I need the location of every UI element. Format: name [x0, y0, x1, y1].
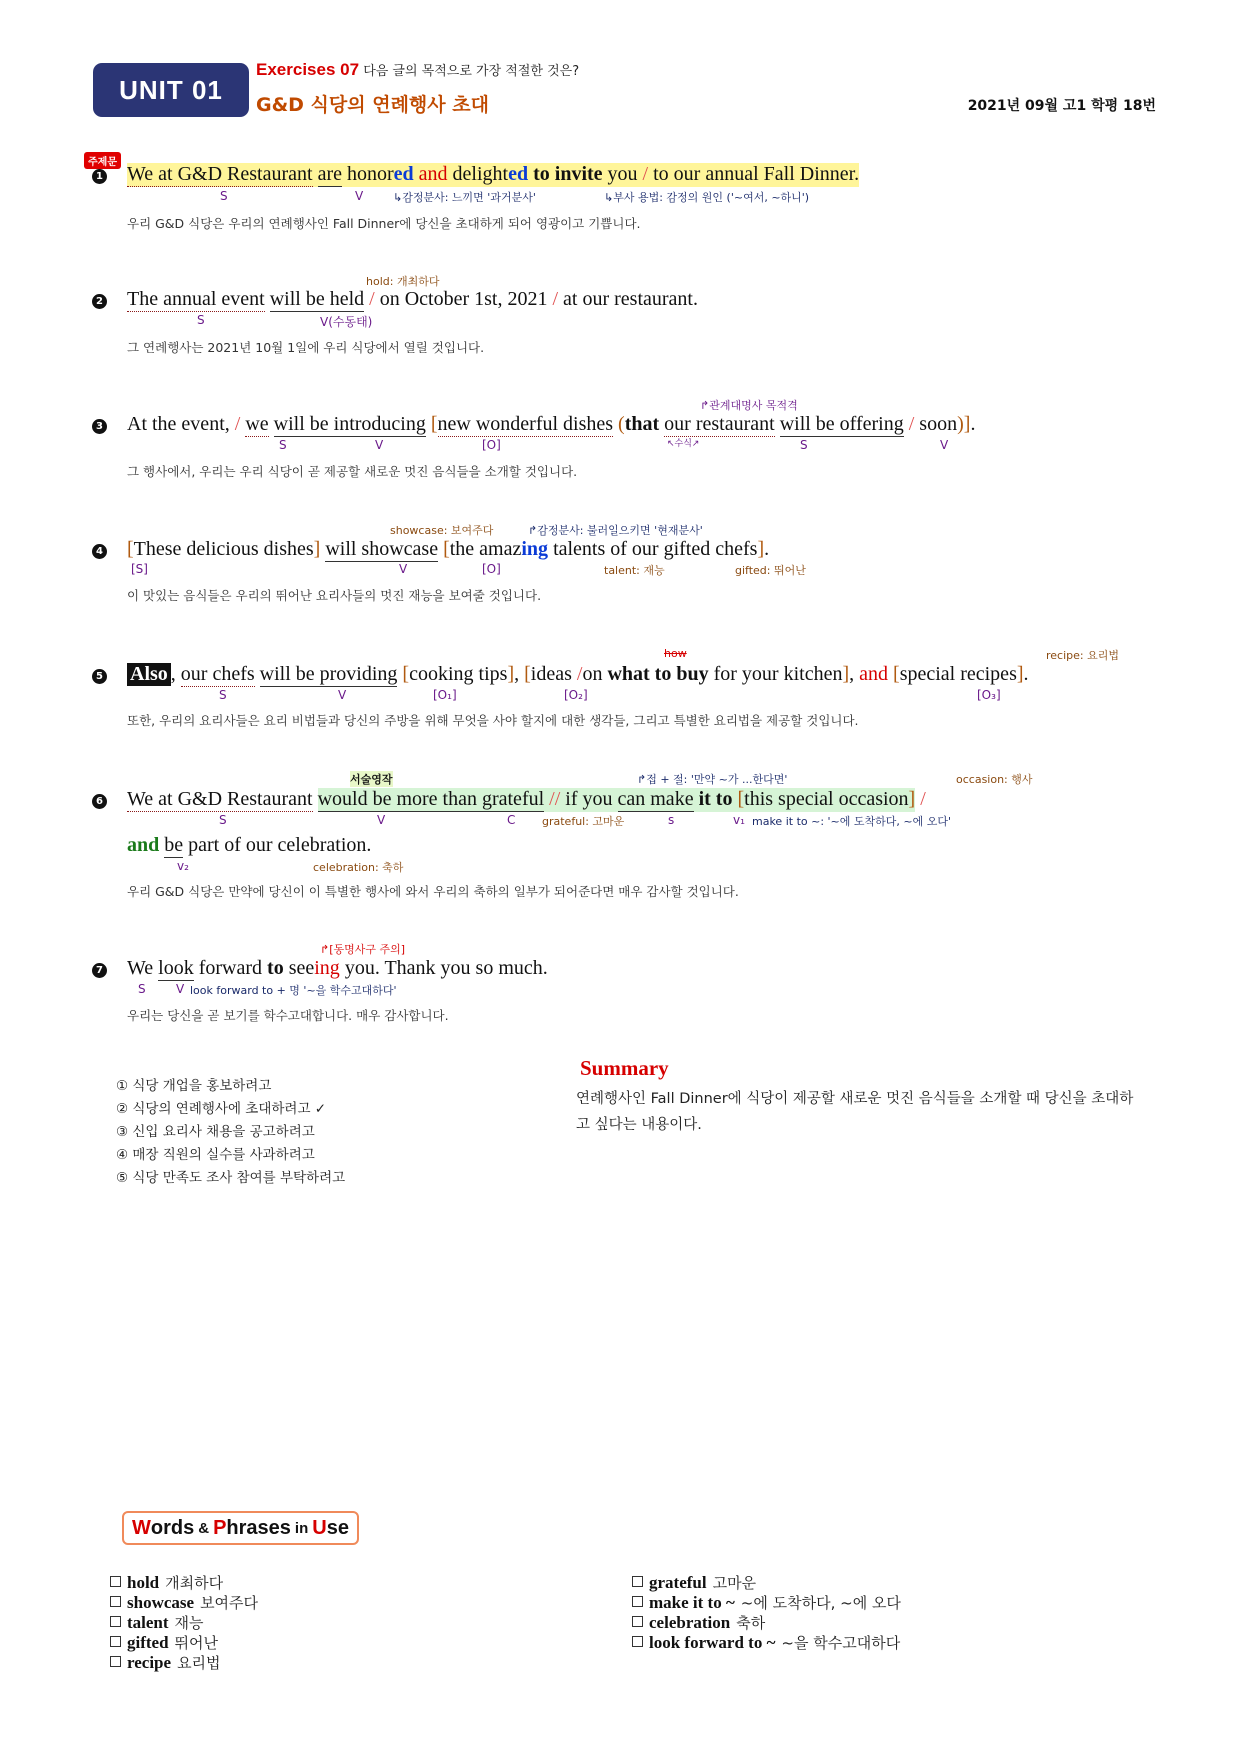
topic-sentence-badge: 주제문: [84, 152, 121, 169]
s3-slash-1: /: [234, 413, 241, 435]
s3-label-rel-s: S: [800, 438, 808, 452]
s4-verb: will showcase: [325, 538, 439, 560]
exercise-label: Exercises 07: [256, 60, 360, 79]
s5-br-3: [: [524, 663, 531, 685]
s5-to: to: [654, 663, 672, 685]
words-phrases-title: [122, 1511, 359, 1545]
s6-label-v1: v₁: [733, 813, 745, 827]
s3-bracket-close: ]: [963, 413, 971, 435]
checkbox-icon[interactable]: [110, 1636, 121, 1647]
s6-you: you: [582, 788, 613, 810]
s7-to: to: [267, 957, 284, 979]
s5-obj-1: cooking tips: [409, 663, 508, 685]
s5-br-4: ]: [842, 663, 850, 685]
s1-slash: /: [642, 163, 649, 185]
s3-paren-close: ): [957, 413, 964, 435]
s1-honor: honor: [346, 163, 394, 185]
s2-note-hold: hold: 개최하다: [366, 275, 440, 288]
s5-buy: buy: [676, 663, 709, 685]
s5-also: Also: [127, 663, 171, 686]
s2-place: at our restaurant.: [563, 288, 698, 310]
s4-object-rest: talents of our gifted chefs: [553, 538, 758, 560]
s6-bracket-close: ]: [908, 788, 916, 810]
s1-you: you: [607, 163, 638, 185]
s5-verb: will be providing: [259, 663, 398, 685]
s6-celebration: part of our celebration.: [188, 834, 372, 856]
s2-translation: 그 연례행사는 2021년 10월 1일에 우리 식당에서 열릴 것입니다.: [127, 340, 485, 355]
s5-comma-3: ,: [849, 663, 855, 685]
s6-double-slash: //: [549, 788, 561, 810]
s7-note-look-forward: look forward to + 명 '~을 학수고대하다': [190, 984, 397, 997]
s3-rel-subject: our restaurant: [664, 413, 775, 435]
wp-u: U: [312, 1516, 327, 1539]
vocab-item[interactable]: grateful 고마운: [632, 1572, 756, 1593]
s5-slash: /: [576, 663, 583, 685]
s2-date: on October 1st, 2021: [379, 288, 548, 310]
s6-label-v2: v₂: [177, 859, 189, 873]
s6-occasion: this special occasion: [744, 788, 909, 810]
s5-br-6: ]: [1016, 663, 1024, 685]
sentence-1-highlight: [127, 163, 859, 187]
vocab-item[interactable]: showcase 보여주다: [110, 1592, 258, 1613]
s1-note-2: ↳부사 용법: 감정의 원인 ('~여서, ~하니'): [604, 191, 810, 204]
s1-ed-2: ed: [508, 163, 529, 185]
s7-look: look: [158, 957, 194, 979]
s3-label-o: [O]: [482, 438, 501, 452]
sentence-5: [127, 663, 1029, 687]
s4-note-gifted: gifted: 뛰어난: [735, 564, 806, 577]
s2-label-v: V(수동태): [320, 315, 373, 329]
s6-label-s-lower: s: [668, 813, 675, 827]
checkbox-icon[interactable]: [632, 1576, 643, 1587]
s5-label-v: V: [338, 688, 347, 702]
sentence-4: [127, 538, 769, 562]
s1-label-v: V: [355, 189, 364, 203]
s6-note-grateful: grateful: 고마운: [542, 815, 625, 828]
s6-be: be: [164, 834, 184, 856]
s3-label-s: S: [279, 438, 287, 452]
s5-comma-2: ,: [514, 663, 520, 685]
question-text: 다음 글의 목적으로 가장 적절한 것은?: [363, 64, 580, 79]
wp-amp: &: [198, 1519, 210, 1537]
s5-label-s: S: [219, 688, 227, 702]
s4-translation: 이 맛있는 음식들은 우리의 뛰어난 요리사들의 멋진 재능을 보여줄 것입니다.: [127, 588, 542, 603]
s6-note-writing: 서술영작: [350, 773, 393, 786]
s4-label-s: [S]: [131, 562, 148, 576]
s7-label-v: V: [176, 982, 185, 996]
s7-rest: you. Thank you so much.: [344, 957, 548, 979]
s5-note-how: how: [664, 647, 687, 660]
s6-label-c: C: [507, 813, 516, 827]
s4-amaz: the amaz: [449, 538, 522, 560]
option-2[interactable]: ② 식당의 연례행사에 초대하려고 ✓: [116, 1101, 327, 1117]
s5-and: and: [859, 663, 889, 685]
passage-title: G&D 식당의 연례행사 초대: [256, 94, 489, 116]
s5-br-2: ]: [507, 663, 515, 685]
s6-note-if: ↱접 + 절: '만약 ~가 ...한다면': [637, 773, 788, 786]
s1-delight: delight: [452, 163, 509, 185]
s6-bracket-open: [: [737, 788, 745, 810]
s3-that: that: [624, 413, 660, 435]
s1-label-s: S: [220, 189, 228, 203]
checkbox-icon[interactable]: [632, 1636, 643, 1647]
s5-obj-2: ideas: [530, 663, 572, 685]
s5-subject: our chefs: [180, 663, 255, 685]
s4-label-o: [O]: [482, 562, 501, 576]
s4-bracket-close-1: ]: [313, 538, 321, 560]
s4-note-showcase: showcase: 보여주다: [390, 524, 494, 537]
checkbox-icon[interactable]: [110, 1656, 121, 1667]
s1-note-1: ↳감정분사: 느끼면 '과거분사': [393, 191, 536, 204]
s4-bracket-close-2: ]: [757, 538, 765, 560]
option-3[interactable]: ③ 신입 요리사 채용을 공고하려고: [116, 1124, 315, 1140]
s6-predicate: would be more than grateful: [317, 788, 545, 810]
s6-subject: We at G&D Restaurant: [127, 788, 313, 810]
s5-label-o3: [O₃]: [977, 688, 1001, 702]
checkbox-icon[interactable]: [110, 1576, 121, 1587]
wp-w: W: [132, 1516, 151, 1539]
s4-subject: These delicious dishes: [133, 538, 314, 560]
s2-label-s: S: [197, 313, 205, 327]
s4-note-talent: talent: 재능: [604, 564, 665, 577]
vocab-item[interactable]: look forward to ~ ~을 학수고대하다: [632, 1632, 900, 1653]
s5-on: on: [582, 663, 603, 685]
s7-forward: forward: [198, 957, 263, 979]
s2-verb: will be held: [269, 288, 365, 310]
s1-subject: We at G&D Restaurant: [127, 163, 313, 185]
s6-and: and: [127, 834, 160, 856]
s7-ing: ing: [314, 957, 340, 979]
s5-what: what: [607, 663, 650, 685]
s7-label-s: S: [138, 982, 146, 996]
vocab-item[interactable]: recipe 요리법: [110, 1652, 221, 1673]
s4-bracket-open-2: [: [443, 538, 450, 560]
s1-to: to: [533, 163, 550, 185]
s1-and: and: [418, 163, 448, 185]
s1-verb: are: [317, 163, 342, 185]
checkbox-icon[interactable]: [110, 1596, 121, 1607]
s3-label-v: V: [375, 438, 384, 452]
vocab-item[interactable]: hold 개최하다: [110, 1572, 223, 1593]
s7-translation: 우리는 당신을 곧 보기를 학수고대합니다. 매우 감사합니다.: [127, 1008, 449, 1023]
s5-translation: 또한, 우리의 요리사들은 요리 비법들과 당신의 주방을 위해 무엇을 사야 할지에 대한 생각들, 그리고 특별한 요리법을 제공할 것입니다.: [127, 713, 859, 728]
s5-br-5: [: [893, 663, 900, 685]
wp-se: se: [326, 1516, 349, 1539]
vocab-item[interactable]: gifted 뛰어난: [110, 1632, 218, 1653]
s3-subject: we: [245, 413, 269, 435]
s4-note-participle: ↱감정분사: 불러일으키면 '현재분사': [528, 524, 703, 537]
s6-can-make: can make: [617, 788, 694, 810]
s6-if: if: [565, 788, 578, 810]
s3-object: new wonderful dishes: [437, 413, 614, 435]
s2-slash-1: /: [369, 288, 375, 310]
option-5[interactable]: ⑤ 식당 만족도 조사 참여를 부탁하려고: [116, 1170, 346, 1186]
s6-note-make-it-to: make it to ~: '~에 도착하다, ~에 오다': [752, 815, 951, 828]
s5-kitchen: for your kitchen: [713, 663, 843, 685]
s7-we: We: [127, 957, 154, 979]
sentence-number-5: 5: [92, 669, 107, 684]
vocab-item[interactable]: celebration 축하: [632, 1612, 765, 1633]
s6-label-v: V: [377, 813, 386, 827]
sentence-number-1: 1: [92, 169, 107, 184]
s6-highlight: [318, 788, 916, 812]
sentence-number-6: 6: [92, 794, 107, 809]
wp-hrases: hrases: [226, 1516, 291, 1539]
wp-p: P: [213, 1516, 227, 1539]
sentence-1: [127, 163, 859, 187]
sentence-3: [127, 413, 975, 437]
s3-slash-2: /: [908, 413, 915, 435]
option-4[interactable]: ④ 매장 직원의 실수를 사과하려고: [116, 1147, 315, 1163]
s1-rest: to our annual Fall Dinner.: [653, 163, 860, 185]
s6-note-celebration: celebration: 축하: [313, 861, 404, 874]
s2-slash-2: /: [552, 288, 559, 310]
s5-period: .: [1023, 663, 1029, 685]
s3-paren-open: (: [618, 413, 625, 435]
s3-bracket-open: [: [430, 413, 438, 435]
s4-ing: ing: [521, 538, 549, 560]
s3-modifier-arrow: ↖수식↗: [667, 439, 700, 449]
sentence-6-line-1: [127, 788, 926, 812]
s5-label-o2: [O₂]: [564, 688, 588, 702]
wp-in: in: [294, 1519, 309, 1537]
s4-period: .: [764, 538, 770, 560]
summary-text: 연례행사인 Fall Dinner에 식당이 제공할 새로운 멋진 음식들을 소개할 때 당신을 초대하고 싶다는 내용이다.: [576, 1091, 1134, 1133]
s3-verb: will be introducing: [273, 413, 426, 435]
s3-translation: 그 행사에서, 우리는 우리 식당이 곧 제공할 새로운 멋진 음식들을 소개할 것입니다.: [127, 464, 578, 479]
s6-label-s: S: [219, 813, 227, 827]
s5-comma-1: ,: [170, 663, 176, 685]
sentence-number-2: 2: [92, 294, 107, 309]
s1-invite: invite: [554, 163, 603, 185]
s1-ed-1: ed: [393, 163, 414, 185]
s3-note-relative: ↱관계대명사 목적격: [700, 399, 798, 412]
s5-label-o1: [O₁]: [433, 688, 457, 702]
sentence-number-7: 7: [92, 963, 107, 978]
s3-rel-verb: will be offering: [779, 413, 904, 435]
s4-bracket-open-1: [: [127, 538, 134, 560]
checkbox-icon[interactable]: [632, 1616, 643, 1627]
sentence-7: [127, 957, 548, 981]
s4-label-v: V: [399, 562, 408, 576]
checkbox-icon[interactable]: [632, 1596, 643, 1607]
s7-note-gerund: ↱[동명사구 주의]: [320, 943, 406, 956]
exercise-line: [256, 60, 579, 80]
s5-note-recipe: recipe: 요리법: [1046, 649, 1119, 662]
s6-note-occasion: occasion: 행사: [956, 773, 1033, 786]
s5-br-1: [: [402, 663, 410, 685]
s5-obj-3: special recipes: [899, 663, 1017, 685]
wp-ords: ords: [150, 1516, 195, 1539]
vocab-item[interactable]: talent 재능: [110, 1612, 204, 1633]
s6-it-to: it to: [698, 788, 733, 810]
unit-badge: UNIT 01: [93, 63, 249, 117]
checkbox-icon[interactable]: [110, 1616, 121, 1627]
sentence-number-4: 4: [92, 544, 107, 559]
s7-see: see: [288, 957, 315, 979]
sentence-6-line-2: [127, 834, 371, 858]
sentence-number-3: 3: [92, 419, 107, 434]
s3-label-rel-v: V: [940, 438, 949, 452]
s3-soon: soon: [919, 413, 958, 435]
s6-translation: 우리 G&D 식당은 만약에 당신이 이 특별한 행사에 와서 우리의 축하의 일부가 되어준다면 매우 감사할 것입니다.: [127, 884, 739, 899]
s2-subject: The annual event: [127, 288, 265, 310]
s1-translation: 우리 G&D 식당은 우리의 연례행사인 Fall Dinner에 당신을 초대하게 되어 영광이고 기쁩니다.: [127, 216, 641, 231]
s3-intro: At the event,: [127, 413, 230, 435]
s6-slash: /: [920, 788, 926, 810]
exam-source: 2021년 09월 고1 학평 18번: [967, 98, 1156, 114]
vocab-item[interactable]: make it to ~ ~에 도착하다, ~에 오다: [632, 1592, 901, 1613]
option-1[interactable]: ① 식당 개업을 홍보하려고: [116, 1078, 272, 1094]
s3-period: .: [970, 413, 976, 435]
sentence-2: [127, 288, 698, 312]
summary-title: Summary: [580, 1056, 669, 1080]
